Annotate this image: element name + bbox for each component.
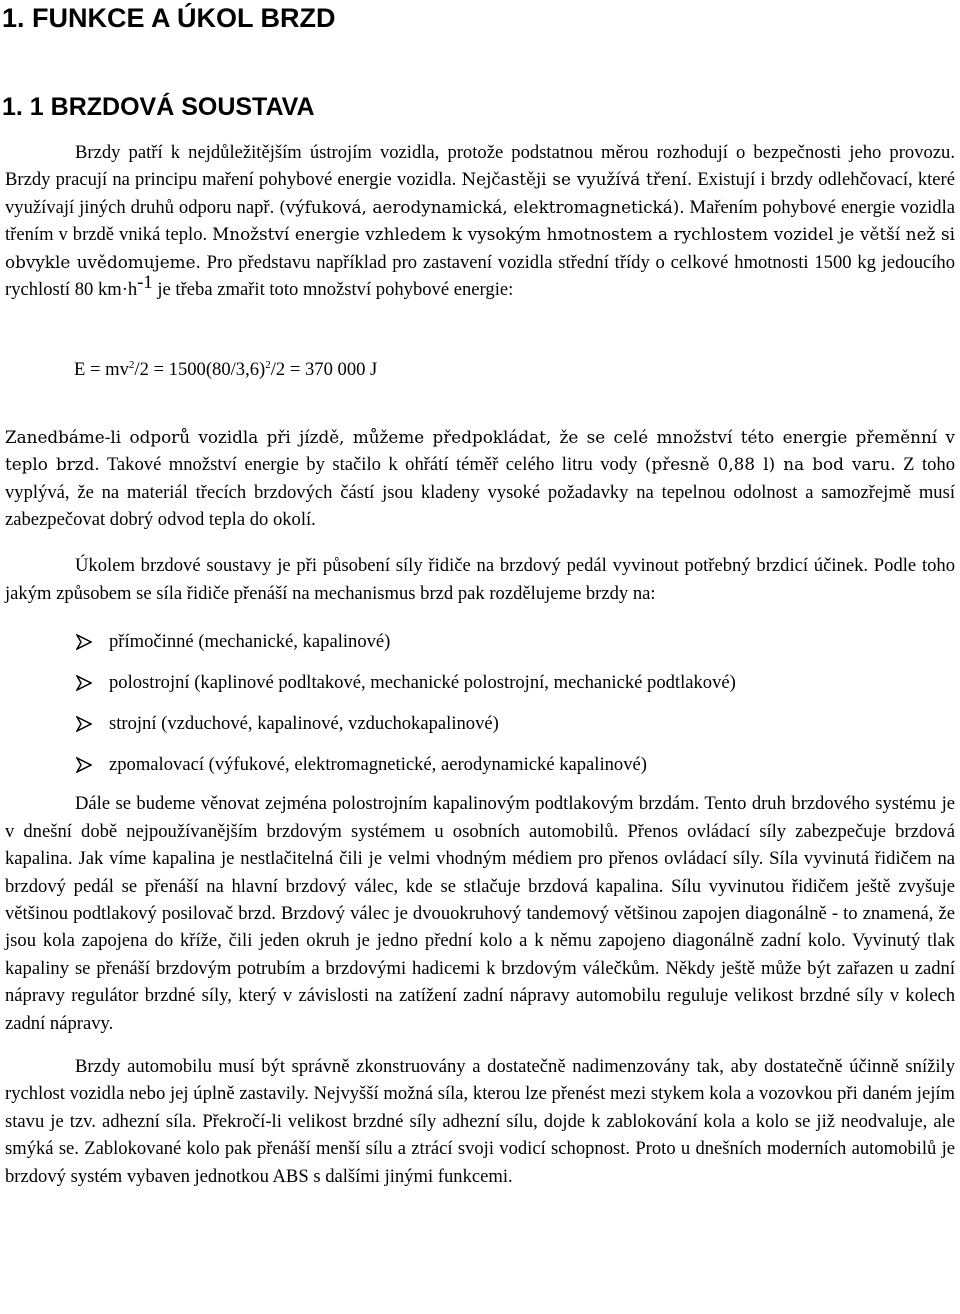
section-title: 1. 1 BRZDOVÁ SOUSTAVA	[2, 93, 315, 121]
intro-text-e: Mařením pohybové energie vozidla třením v brzdě vniká teplo.	[5, 196, 955, 246]
list-item-text: přímočinné (mechanické, kapalinové)	[109, 631, 391, 653]
formula-part-1: E = mv	[74, 359, 129, 381]
energy-text-c: (přesně 0,88 l) na bod varu.	[644, 454, 896, 475]
chapter-title: 1. FUNKCE A ÚKOL BRZD	[2, 3, 336, 33]
unit-exponent: -1	[137, 272, 153, 294]
list-item-text: strojní (vzduchové, kapalinové, vzduchokapalinové)	[109, 713, 499, 735]
formula-part-3: /2 = 370 000 J	[270, 359, 378, 381]
intro-text-a: Brzdy patří k nejdůležitějším ústrojím vozidla, protože podstatnou měrou rozhodují o bezpečnosti jeho provozu. Brzdy pracují na principu maření pohybové energie vozidla.	[5, 142, 955, 191]
list-item	[5, 751, 955, 778]
arrow-bullet-icon	[76, 716, 92, 732]
brake-types-list	[5, 628, 955, 778]
energy-text-d: Z toho vyplývá, že na materiál třecích brzdových částí jsou kladeny vysoké požadavky na tepelnou odolnost a samozřejmě musí zabezpečovat dobrý odvod tepla do okolí.	[5, 454, 956, 531]
intro-text-c: Existují i brzdy odlehčovací, které využívají jiných druhů odporu např.	[5, 169, 955, 218]
paragraph-adhesion: Brzdy automobilu musí být správně zkonstruovány a dostatečně nadimenzovány tak, aby dostatečně účinně snížily rychlost vozidla nebo jej úplně zastavily. Nejvyšší možná síla, kterou lze přenést mezi stykem kola a vozovkou při daném jejím stavu je tzv. adhezní síla. Překročí-li velikost brzdné síly adhezní sílu, dojde k zablokování kola a kolo se již neodvaluje, ale smýká se. Zablokované kolo pak přenáší menší sílu a ztrácí svoji vodicí schopnost. Proto u dnešních moderních automobilů je brzdový systém vybaven jednotkou ABS s dalšími jinými funkcemi.	[5, 1055, 955, 1187]
list-item-text: polostrojní (kaplinové podltakové, mechanické polostrojní, mechanické podtlakové)	[109, 672, 736, 694]
energy-text-a: Zanedbáme-li odporů vozidla při jízdě, můžeme předpokládat, že se celé množství této energie přeměnní v teplo brzd.	[5, 426, 955, 475]
formula-exponent-2: 2	[265, 359, 271, 372]
paragraph-energy	[5, 424, 955, 534]
formula-part-2: /2 = 1500(80/3,6)	[134, 359, 266, 381]
arrow-bullet-icon	[76, 634, 92, 650]
paragraph-brake-task: Úkolem brzdové soustavy je při působení síly řidiče na brzdový pedál vyvinout potřebný brzdicí účinek. Podle toho jakým způsobem se síla řidiče přenáší na mechanismus brzd pak rozdělujeme brzdy na:	[5, 555, 955, 604]
list-item	[5, 669, 955, 696]
intro-text-d: (výfuková, aerodynamická, elektromagnetická).	[279, 196, 685, 217]
paragraph-intro	[5, 139, 955, 303]
intro-text-f: Množství energie vzhledem k vysokým hmotnostem a rychlostem vozidel je větší než si obvykle uvědomujeme.	[5, 224, 955, 272]
intro-text-b: Nejčastěji se využívá tření.	[461, 169, 693, 190]
document-page	[2, 0, 956, 1190]
list-item-text: zpomalovací (výfukové, elektromagnetické, aerodynamické kapalinové)	[109, 754, 647, 776]
energy-text-b: Takové množství energie by stačilo k ohřátí téměř celého litru vody	[99, 454, 645, 476]
intro-text-h: je třeba zmařit toto množství pohybové energie:	[152, 279, 514, 301]
list-item	[5, 628, 955, 655]
intro-text-g: Pro představu například pro zastavení vozidla střední třídy o celkové hmotnosti 1500 kg jedoucího rychlostí 80 km·h	[5, 251, 955, 301]
paragraph-hydraulic-system: Dále se budeme věnovat zejména polostrojním kapalinovým podtlakovým brzdám. Tento druh brzdového systému je v dnešní době nejpoužívanějším brzdovým systémem u osobních automobilů. Přenos ovládací síly zabezpečuje brzdová kapalina. Jak víme kapalina je nestlačitelná čili je velmi vhodným médiem pro přenos ovládací síly. Síla vyvinutá řidičem na brzdový pedál se přenáší na hlavní brzdový válec, kde se stlačuje brzdová kapalina. Sílu vyvinutou řidičem ještě zvyšuje většinou podtlakový posilovač brzd. Brzdový válec je dvouokruhový tandemový většinou zapojen diagonálně - to znamená, že jsou kola zapojena do kříže, čili jeden okruh je jedno přední kolo a k němu zapojeno diagonálně zadní kolo. Vyvinutý tlak kapaliny se přenáší brzdovým potrubím a brzdovými hadicemi k brzdovým válečkům. Někdy ještě může být zařazen u zadní nápravy regulátor brzdné síly, který v závislosti na zatížení zadní nápravy automobilu reguluje velikost brzdné síly v kolech zadní nápravy.	[5, 793, 955, 1034]
energy-formula	[5, 356, 955, 383]
arrow-bullet-icon	[76, 757, 92, 773]
list-item	[5, 710, 955, 737]
arrow-bullet-icon	[76, 675, 92, 691]
formula-exponent-1: 2	[128, 359, 135, 372]
